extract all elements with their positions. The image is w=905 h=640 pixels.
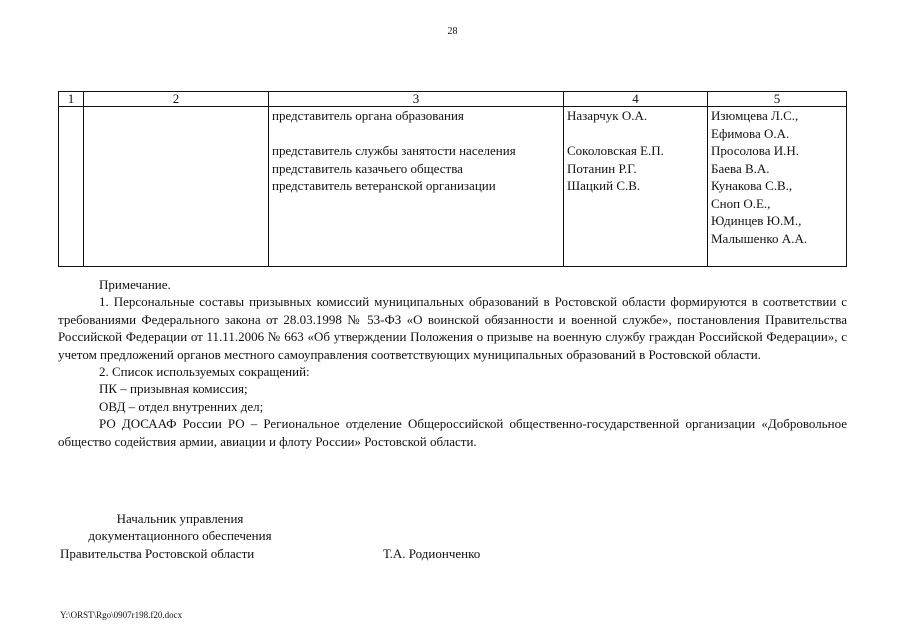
notes-section (58, 276, 847, 450)
reserve-line: Сноп О.Е., (711, 195, 771, 211)
cell-role (269, 107, 564, 267)
role-line: представитель ветеранской организации (272, 178, 496, 193)
role-line: представитель службы занятости населения (272, 143, 516, 158)
reserve-line: Кунакова С.В., (711, 178, 793, 193)
signatory-position (60, 510, 300, 562)
reserve-line: Малышенко А.А. (711, 230, 808, 246)
cell-member (564, 107, 708, 267)
position-line: Правительства Ростовской области (60, 545, 255, 561)
table-row (59, 107, 847, 267)
position-line: документационного обеспечения (88, 528, 272, 544)
abbreviation-pk: ПК – призывная комиссия; (99, 381, 248, 397)
cell-col-2 (84, 107, 269, 267)
abbreviation-ovd: ОВД – отдел внутренних дел; (99, 398, 264, 414)
member-line: Шацкий С.В. (567, 178, 641, 193)
role-line (272, 125, 560, 143)
cell-reserve (708, 107, 847, 267)
notes-item-2: 2. Список используемых сокращений: (99, 364, 310, 380)
commission-table (58, 91, 847, 267)
notes-title: Примечание. (99, 277, 171, 292)
member-line: Потанин Р.Г. (567, 160, 637, 176)
cell-col-1 (59, 107, 84, 267)
page-number: 28 (447, 26, 458, 37)
header-col-1: 1 (59, 92, 84, 107)
role-line: представитель казачьего общества (272, 160, 463, 176)
table-header-row (59, 92, 847, 107)
header-col-3: 3 (269, 92, 564, 107)
member-line (567, 125, 704, 143)
file-path: Y:\ORST\Rgo\0907r198.f20.docx (60, 610, 183, 620)
position-line: Начальник управления (116, 511, 244, 526)
header-col-4: 4 (564, 92, 708, 107)
signatory-name: Т.А. Родионченко (383, 546, 481, 561)
abbreviation-dosaaf: РО ДОСААФ России РО – Региональное отделение Общероссийской общественно-государственной организации «Добровольное общество содействия армии, авиации и флоту России» Ростовской области. (58, 416, 847, 449)
role-line: представитель органа образования (272, 108, 464, 123)
reserve-line: Ефимова О.А. (711, 125, 790, 141)
reserve-line: Просолова И.Н. (711, 143, 800, 158)
member-line: Назарчук О.А. (567, 108, 648, 123)
reserve-line: Изюмцева Л.С., (711, 108, 799, 123)
header-col-2: 2 (84, 92, 269, 107)
member-line: Соколовская Е.П. (567, 143, 664, 158)
header-col-5: 5 (708, 92, 847, 107)
reserve-line: Баева В.А. (711, 160, 770, 176)
notes-item-1: 1. Персональные составы призывных комиссий муниципальных образований в Ростовской области формируются в соответствии с требованиями Федерального закона от 28.03.1998 № 53-ФЗ «О воинской обязанности и военной службе», постановления Правительства Российской Федерации от 11.11.2006 № 663 «Об утверждении Положения о призыве на военную службу граждан Российской Федерации», с учетом предложений органов местного самоуправления соответствующих муниципальных образований в Ростовской области. (58, 294, 847, 362)
reserve-line: Юдинцев Ю.М., (711, 213, 802, 228)
